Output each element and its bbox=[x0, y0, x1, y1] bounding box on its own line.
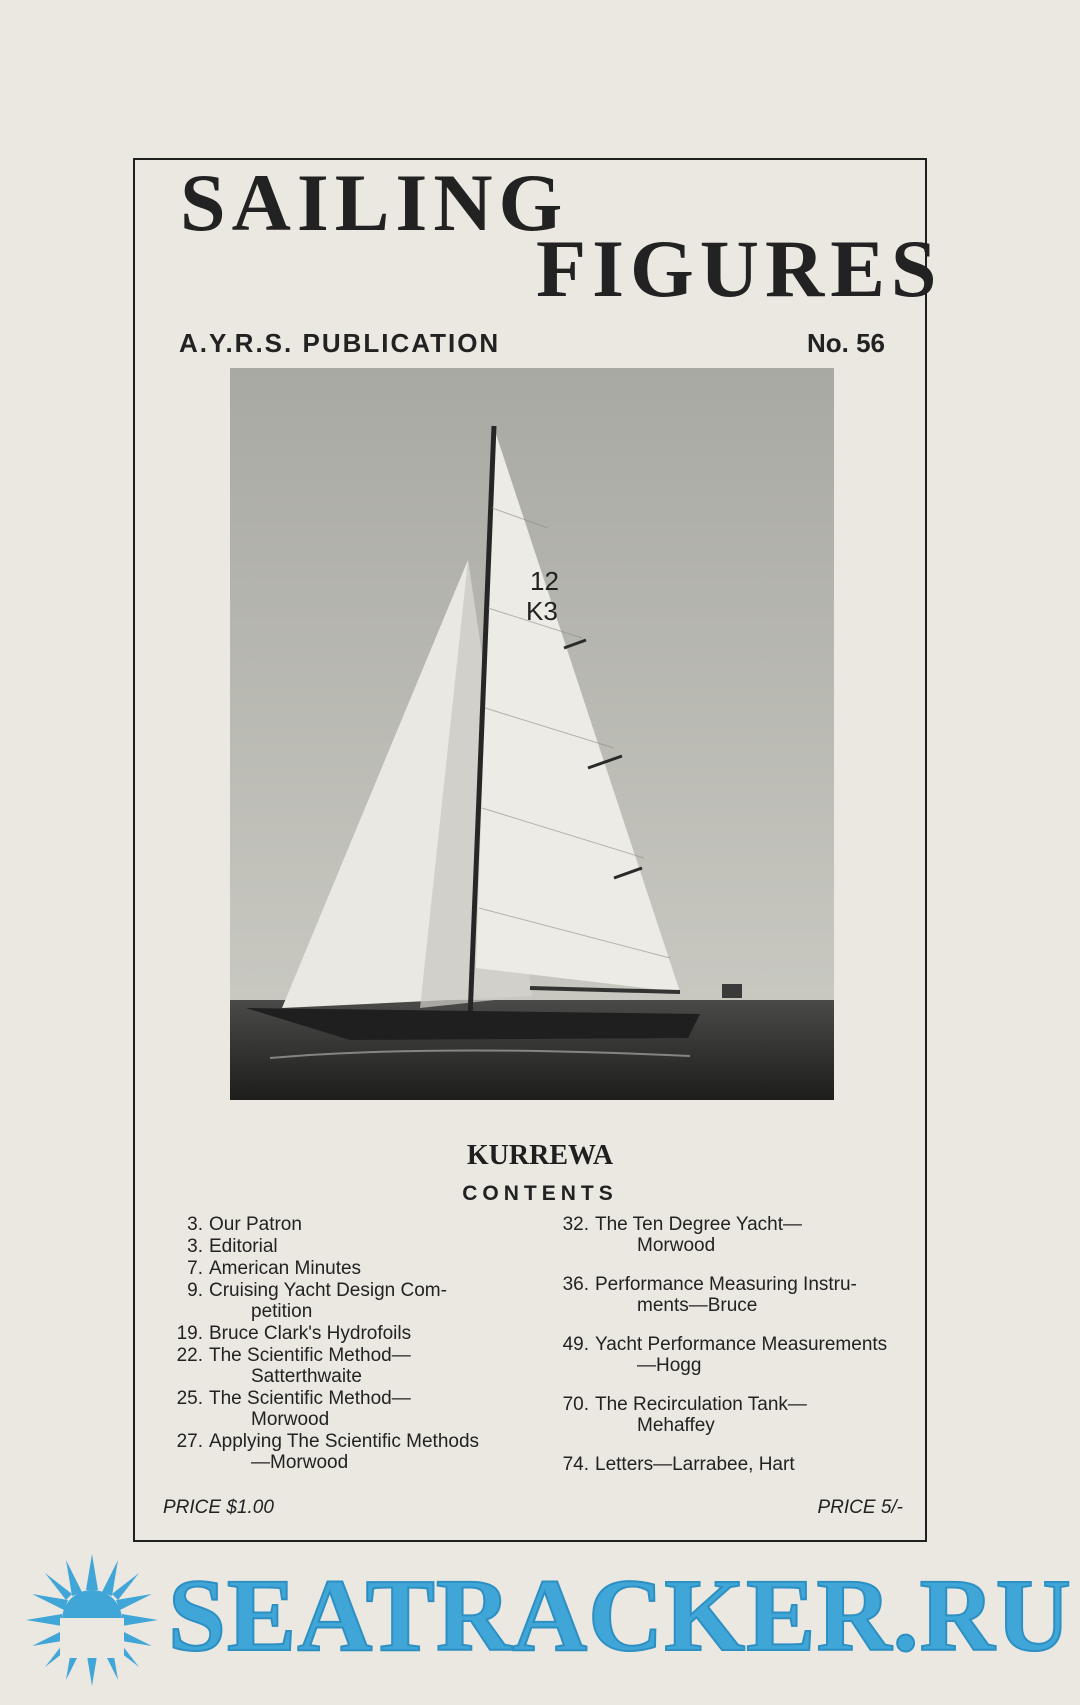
toc-title-continued: Morwood bbox=[637, 1235, 716, 1256]
toc-title: The Scientific Method— bbox=[209, 1345, 411, 1366]
toc-title-continued: Morwood bbox=[251, 1409, 330, 1430]
contents-heading: CONTENTS bbox=[462, 1182, 618, 1205]
title-sailing: SAILING bbox=[180, 157, 569, 248]
sail-number-12: 12 bbox=[530, 566, 559, 596]
toc-title: The Scientific Method— bbox=[209, 1388, 411, 1409]
toc-page: 36. bbox=[562, 1274, 589, 1295]
toc-title: Applying The Scientific Methods bbox=[209, 1431, 480, 1452]
toc-page: 19. bbox=[176, 1323, 203, 1344]
contents-list-right bbox=[546, 1214, 902, 1493]
toc-page: 7. bbox=[187, 1258, 203, 1279]
toc-title: Letters—Larrabee, Hart bbox=[595, 1454, 795, 1475]
toc-entry bbox=[158, 1345, 518, 1387]
price-shillings: PRICE 5/- bbox=[817, 1497, 903, 1518]
toc-entry bbox=[546, 1334, 902, 1376]
publication-label: A.Y.R.S. PUBLICATION bbox=[179, 328, 501, 358]
toc-entry bbox=[546, 1274, 902, 1316]
toc-title-continued: —Hogg bbox=[637, 1355, 702, 1376]
toc-title-continued: Mehaffey bbox=[637, 1415, 715, 1436]
toc-entry bbox=[546, 1214, 902, 1256]
toc-title-continued: ments—Bruce bbox=[637, 1295, 758, 1316]
toc-entry bbox=[158, 1431, 518, 1473]
sail-number-k3: K3 bbox=[526, 596, 558, 626]
toc-entry bbox=[546, 1394, 902, 1436]
toc-page: 32. bbox=[562, 1214, 589, 1235]
toc-entry bbox=[158, 1280, 518, 1322]
photo-caption: KURREWA bbox=[466, 1140, 614, 1171]
toc-title: Cruising Yacht Design Com- bbox=[209, 1280, 447, 1301]
toc-page: 49. bbox=[562, 1334, 589, 1355]
toc-page: 3. bbox=[187, 1214, 203, 1235]
toc-title-continued: Satterthwaite bbox=[251, 1366, 362, 1387]
toc-title-continued: —Morwood bbox=[251, 1452, 349, 1473]
contents-list-left bbox=[158, 1214, 518, 1474]
toc-entry bbox=[546, 1454, 902, 1475]
watermark-text: SEATRACKER.RU bbox=[168, 1558, 1072, 1673]
toc-title: Bruce Clark's Hydrofoils bbox=[209, 1323, 412, 1344]
title-figures: FIGURES bbox=[536, 223, 943, 314]
cover-photo-yacht bbox=[230, 368, 834, 1100]
toc-page: 70. bbox=[562, 1394, 589, 1415]
price-dollars: PRICE $1.00 bbox=[163, 1497, 274, 1518]
toc-page: 74. bbox=[562, 1454, 589, 1475]
toc-title: Our Patron bbox=[209, 1214, 302, 1235]
toc-title: The Ten Degree Yacht— bbox=[595, 1214, 803, 1235]
toc-page: 3. bbox=[187, 1236, 203, 1257]
toc-title: American Minutes bbox=[209, 1258, 362, 1279]
toc-page: 22. bbox=[176, 1345, 203, 1366]
toc-title: The Recirculation Tank— bbox=[595, 1394, 807, 1415]
sun-logo-icon bbox=[22, 1550, 162, 1690]
toc-page: 9. bbox=[187, 1280, 203, 1301]
watermark bbox=[0, 1550, 1080, 1700]
toc-entry bbox=[158, 1388, 518, 1430]
ensign-flag bbox=[722, 984, 742, 998]
toc-title: Yacht Performance Measurements bbox=[595, 1334, 888, 1355]
toc-entry bbox=[158, 1236, 518, 1257]
toc-entry bbox=[158, 1323, 518, 1344]
issue-number: No. 56 bbox=[806, 328, 885, 358]
toc-entry bbox=[158, 1258, 518, 1279]
toc-title: Editorial bbox=[209, 1236, 278, 1257]
toc-title: Performance Measuring Instru- bbox=[595, 1274, 857, 1295]
toc-page: 25. bbox=[176, 1388, 203, 1409]
toc-entry bbox=[158, 1214, 518, 1235]
toc-page: 27. bbox=[176, 1431, 203, 1452]
toc-title-continued: petition bbox=[251, 1301, 313, 1322]
